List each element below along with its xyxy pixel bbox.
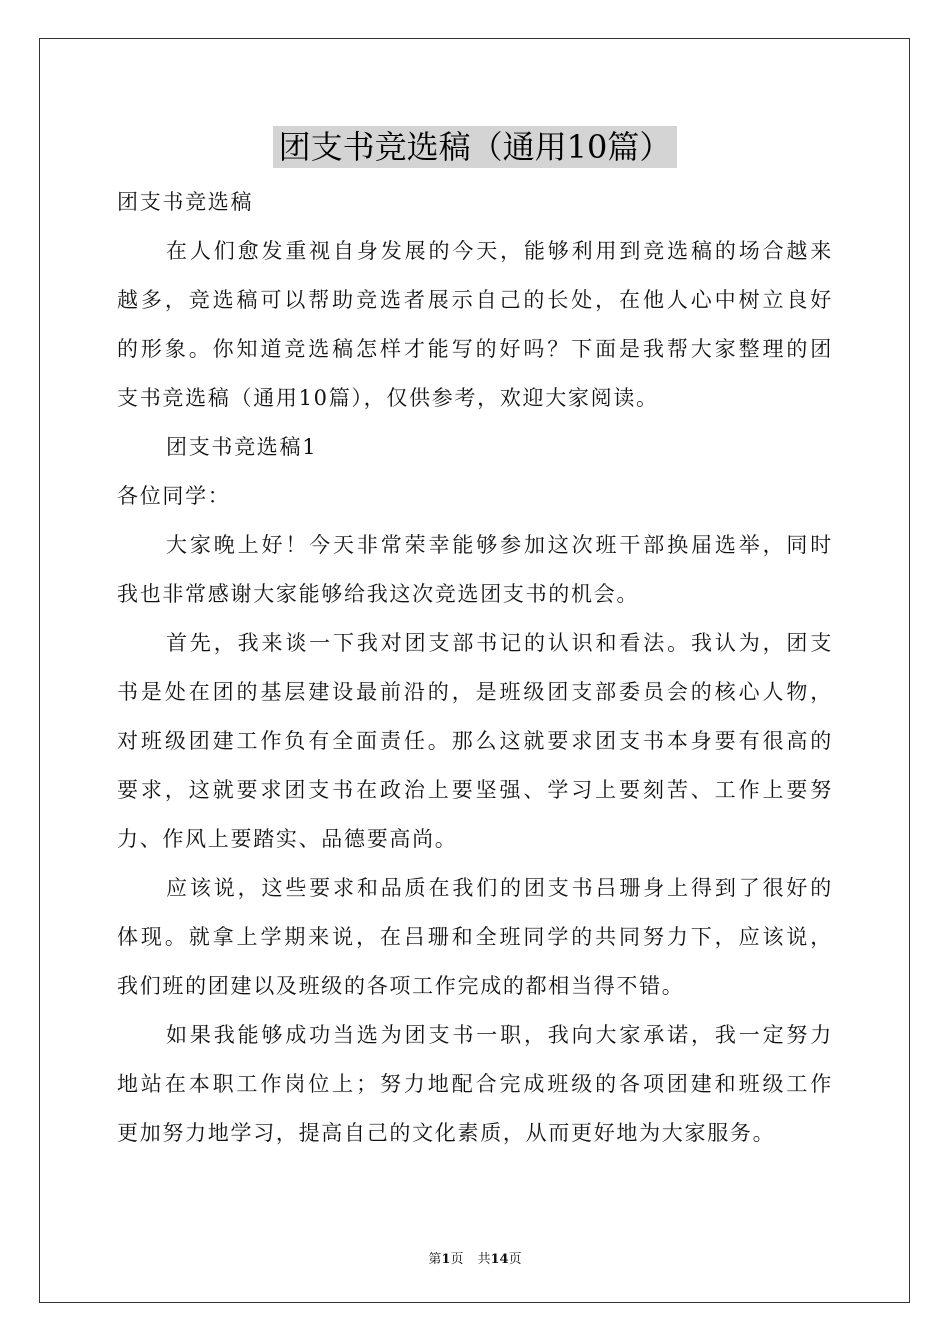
text-line: 各位同学： [117, 484, 231, 508]
footer-page-suffix: 页 [450, 1252, 464, 1267]
text-line: 对班级团建工作负有全面责任。那么这就要求团支书本身要有很高的 [117, 729, 833, 753]
text-line: 如果我能够成功当选为团支书一职，我向大家承诺，我一定努力 [166, 1023, 833, 1047]
text-line: 应该说，这些要求和品质在我们的团支书吕珊身上得到了很好的 [166, 876, 833, 900]
footer-total-prefix: 共 [477, 1252, 491, 1267]
text-line: 力、作风上要踏实、品德要高尚。 [117, 827, 458, 851]
text-line: 我也非常感谢大家能够给我这次竞选团支书的机会。 [117, 582, 640, 606]
document-title: 团支书竞选稿（通用10篇） [273, 126, 678, 168]
text-line: 支书竞选稿（通用10篇），仅供参考，欢迎大家阅读。 [117, 386, 659, 410]
text-line: 要求，这就要求团支书在政治上要坚强、学习上要刻苦、工作上要努 [117, 778, 833, 802]
text-line: 团支书竞选稿1 [166, 435, 318, 459]
text-line: 首先，我来谈一下我对团支部书记的认识和看法。我认为，团支 [166, 631, 833, 655]
text-line: 体现。就拿上学期来说，在吕珊和全班同学的共同努力下，应该说， [117, 925, 833, 949]
text-line: 的形象。你知道竞选稿怎样才能写的好吗？下面是我帮大家整理的团 [117, 337, 833, 361]
text-line: 地站在本职工作岗位上；努力地配合完成班级的各项团建和班级工作 [117, 1072, 833, 1096]
page-footer [0, 1248, 950, 1267]
footer-total-pages: 14 [490, 1252, 509, 1267]
footer-page-prefix: 第 [428, 1252, 442, 1267]
text-line: 我们班的团建以及班级的各项工作完成的都相当得不错。 [117, 974, 685, 998]
text-line: 更加努力地学习，提高自己的文化素质，从而更好地为大家服务。 [117, 1121, 776, 1145]
title-container [0, 126, 950, 168]
text-line: 大家晚上好！今天非常荣幸能够参加这次班干部换届选举，同时 [166, 533, 833, 557]
text-line: 书是处在团的基层建设最前沿的，是班级团支部委员会的核心人物， [117, 680, 833, 704]
text-line: 越多，竞选稿可以帮助竞选者展示自己的长处，在他人心中树立良好 [117, 288, 833, 312]
footer-total-suffix: 页 [508, 1252, 522, 1267]
document-body [117, 178, 833, 1158]
text-line: 团支书竞选稿 [117, 190, 254, 214]
text-line: 在人们愈发重视自身发展的今天，能够利用到竞选稿的场合越来 [166, 239, 833, 263]
footer-page-number: 1 [441, 1252, 451, 1267]
